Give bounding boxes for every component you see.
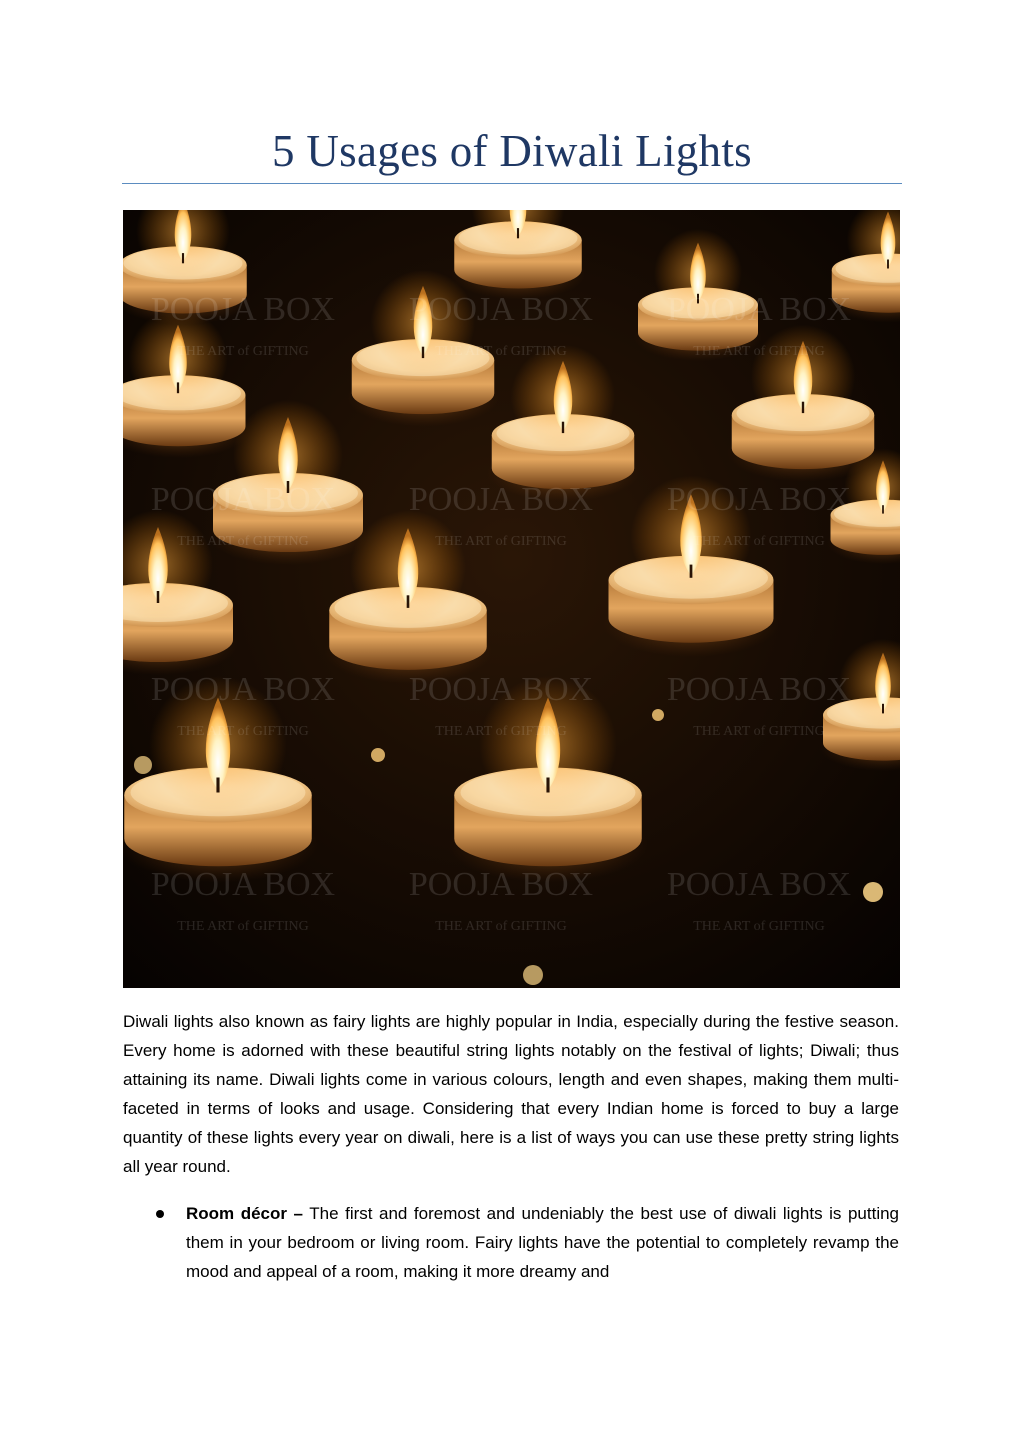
watermark-tagline: THE ART of GIFTING [693, 344, 825, 359]
watermark-tagline: THE ART of GIFTING [177, 344, 309, 359]
watermark-brand: POOJA BOX [408, 291, 594, 328]
list-item-body: The first and foremost and undeniably the best use of diwali lights is putting them in your bedroom or living room. Fairy lights have the potential to completely revamp the mood and appeal of a room, making it more dreamy and [186, 1204, 900, 1281]
watermark-brand: POOJA BOX [150, 671, 336, 708]
list-item [123, 1199, 899, 1286]
page-title: 5 Usages of Diwali Lights [272, 126, 752, 176]
watermark-brand: POOJA BOX [666, 481, 852, 518]
watermark-tagline: THE ART of GIFTING [435, 724, 567, 739]
watermark-brand: POOJA BOX [150, 481, 336, 518]
watermark-tagline: THE ART of GIFTING [693, 724, 825, 739]
title-underline [122, 183, 902, 184]
watermark-brand: POOJA BOX [150, 866, 336, 903]
watermark-brand: POOJA BOX [666, 866, 852, 903]
intro-paragraph: Diwali lights also known as fairy lights are highly popular in India, especially during the festive season. Every home is adorned with these beautiful string lights notably on the festival of lights; Diwali; thus attaining its name. Diwali lights come in various colours, length and even shapes, making them multi-faceted in terms of looks and usage. Considering that every Indian home is forced to buy a large quantity of these lights every year on diwali, here is a list of ways you can use these pretty string lights all year round. [123, 1012, 899, 1176]
bullet-icon [123, 1199, 186, 1286]
watermark-tagline: THE ART of GIFTING [435, 534, 567, 549]
candles-photo [123, 210, 900, 988]
watermark-tagline: THE ART of GIFTING [693, 919, 825, 934]
watermark-brand: POOJA BOX [408, 671, 594, 708]
watermark-tagline: THE ART of GIFTING [177, 919, 309, 934]
watermark-tagline: THE ART of GIFTING [177, 534, 309, 549]
watermark-tagline: THE ART of GIFTING [177, 724, 309, 739]
watermark-tagline: THE ART of GIFTING [435, 919, 567, 934]
watermark-tagline: THE ART of GIFTING [435, 344, 567, 359]
watermark-brand: POOJA BOX [408, 481, 594, 518]
watermark-brand: POOJA BOX [666, 291, 852, 328]
list-item-text [186, 1199, 899, 1286]
watermark-brand: POOJA BOX [408, 866, 594, 903]
watermark-tagline: THE ART of GIFTING [693, 534, 825, 549]
watermark-brand: POOJA BOX [666, 671, 852, 708]
list-item-heading: Room décor – [186, 1204, 304, 1223]
watermark-brand: POOJA BOX [150, 291, 336, 328]
